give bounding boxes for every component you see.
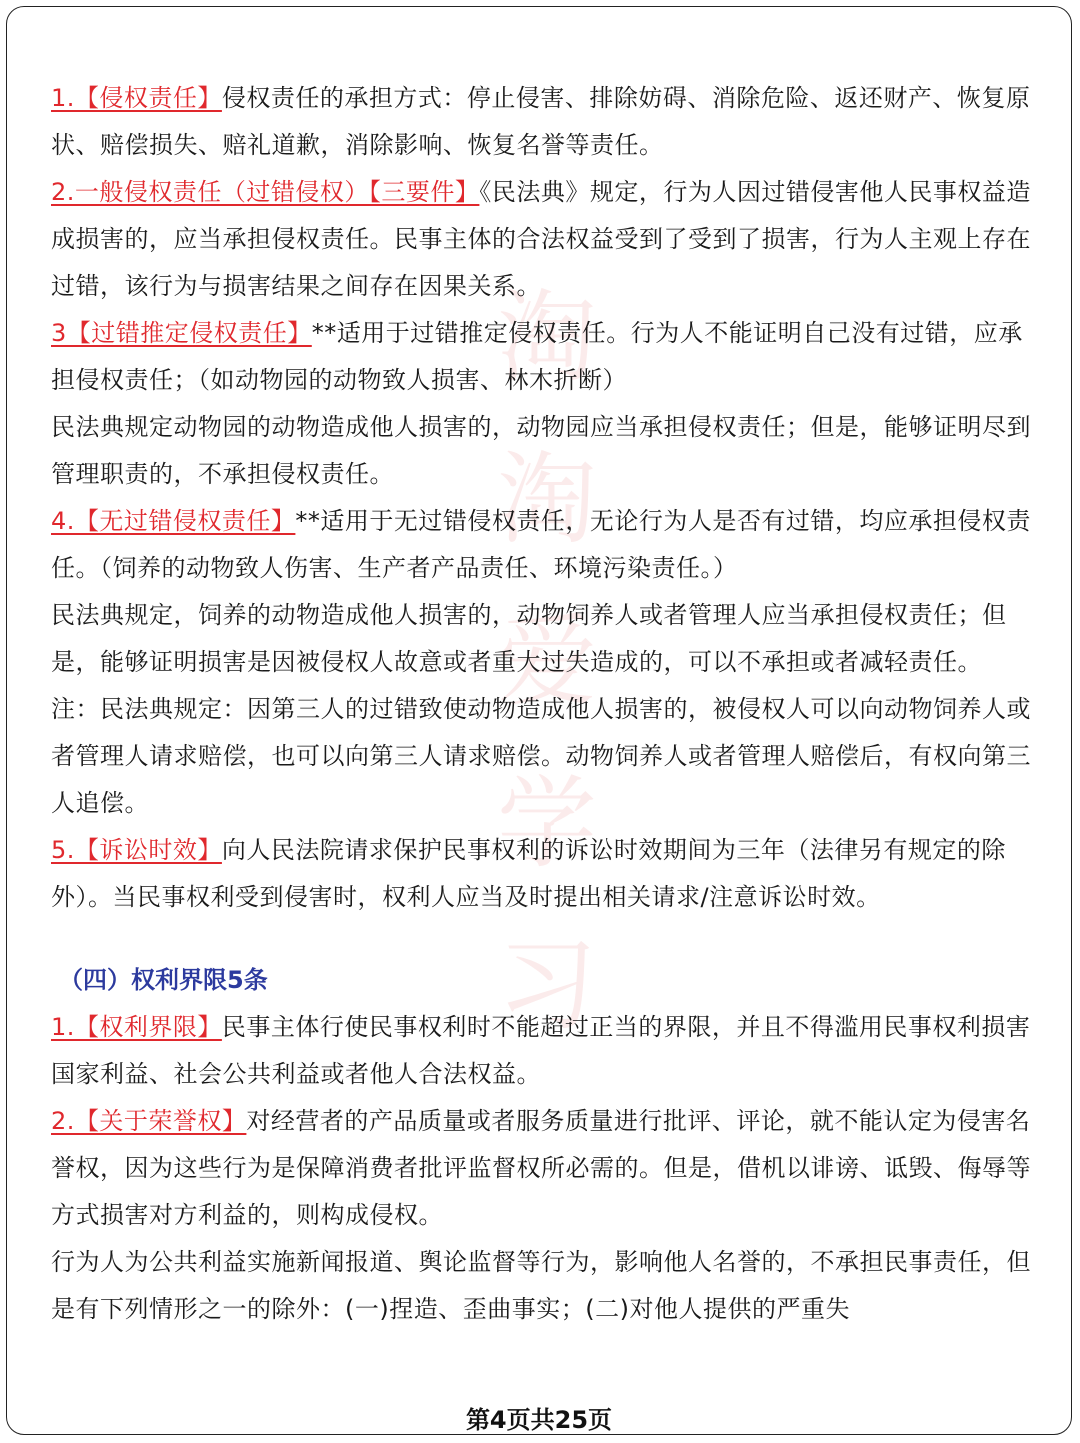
item-text: 向人民法院请求保护民事权利的诉讼时效期间为三年（法律另有规定的除外）。当民事权利受到侵害时，权利人应当及时提出相关请求/注意诉讼时效。 bbox=[51, 836, 1006, 911]
paragraph-no-fault bbox=[51, 498, 1031, 592]
item-text: 民事主体行使民事权利时不能超过正当的界限，并且不得滥用民事权利损害国家利益、社会公共利益或者他人合法权益。 bbox=[51, 1013, 1031, 1088]
paragraph-honor-right bbox=[51, 1098, 1031, 1239]
watermark-char: 学 bbox=[497, 765, 597, 882]
item-text: **适用于无过错侵权责任，无论行为人是否有过错，均应承担侵权责任。（饲养的动物致人伤害、生产者产品责任、环境污染责任。） bbox=[51, 507, 1031, 582]
paragraph-animal-rule bbox=[51, 592, 1031, 686]
item-text: 民法典规定动物园的动物造成他人损害的，动物园应当承担侵权责任；但是，能够证明尽到管理职责的，不承担侵权责任。 bbox=[51, 413, 1031, 488]
document-body bbox=[51, 75, 1031, 1333]
section-heading: （四）权利界限5条 bbox=[59, 966, 268, 994]
item-label: 3【过错推定侵权责任】 bbox=[51, 319, 312, 347]
item-label: 2.【关于荣誉权】 bbox=[51, 1107, 247, 1135]
document-page bbox=[6, 6, 1072, 1435]
item-text: 注：民法典规定：因第三人的过错致使动物造成他人损害的，被侵权人可以向动物饲养人或者管理人请求赔偿，也可以向第三人请求赔偿。动物饲养人或者管理人赔偿后，有权向第三人追偿。 bbox=[51, 695, 1031, 817]
item-text: 对经营者的产品质量或者服务质量进行批评、评论，就不能认定为侵害名誉权，因为这些行为是保障消费者批评监督权所必需的。但是，借机以诽谤、诋毁、侮辱等方式损害对方利益的，则构成侵权。 bbox=[51, 1107, 1031, 1229]
item-label: 5.【诉讼时效】 bbox=[51, 836, 222, 864]
item-text: 《民法典》规定，行为人因过错侵害他人民事权益造成损害的，应当承担侵权责任。民事主体的合法权益受到了受到了损害，行为人主观上存在过错，该行为与损害结果之间存在因果关系。 bbox=[51, 178, 1031, 300]
paragraph-presumed-fault bbox=[51, 310, 1031, 404]
paragraph-note bbox=[51, 686, 1031, 827]
paragraph-general-tort bbox=[51, 169, 1031, 310]
item-text: 行为人为公共利益实施新闻报道、舆论监督等行为，影响他人名誉的，不承担民事责任，但是有下列情形之一的除外：(一)捏造、歪曲事实；(二)对他人提供的严重失 bbox=[51, 1248, 1031, 1323]
watermark-char: 习 bbox=[497, 927, 597, 1044]
paragraph-zoo-rule bbox=[51, 404, 1031, 498]
item-text: 侵权责任的承担方式：停止侵害、排除妨碍、消除危险、返还财产、恢复原状、赔偿损失、赔礼道歉，消除影响、恢复名誉等责任。 bbox=[51, 84, 1031, 159]
paragraph-news-report bbox=[51, 1239, 1031, 1333]
item-label: 1.【侵权责任】 bbox=[51, 84, 222, 112]
item-text: **适用于过错推定侵权责任。行为人不能证明自己没有过错，应承担侵权责任；（如动物园的动物致人损害、林木折断） bbox=[51, 319, 1023, 394]
page-number: 第4页共25页 bbox=[465, 1406, 613, 1434]
paragraph-rights-limit bbox=[51, 1004, 1031, 1098]
watermark-char: 爱 bbox=[497, 603, 597, 720]
paragraph-tort-liability bbox=[51, 75, 1031, 169]
watermark-char: 淘 bbox=[497, 279, 597, 396]
item-label: 4.【无过错侵权责任】 bbox=[51, 507, 296, 535]
watermark-char: 淘 bbox=[497, 441, 597, 558]
paragraph-limitation bbox=[51, 827, 1031, 921]
item-text: 民法典规定，饲养的动物造成他人损害的，动物饲养人或者管理人应当承担侵权责任；但是，能够证明损害是因被侵权人故意或者重大过失造成的，可以不承担或者减轻责任。 bbox=[51, 601, 1007, 676]
item-label: 1.【权利界限】 bbox=[51, 1013, 222, 1041]
item-label: 2.一般侵权责任（过错侵权）【三要件】 bbox=[51, 178, 480, 206]
